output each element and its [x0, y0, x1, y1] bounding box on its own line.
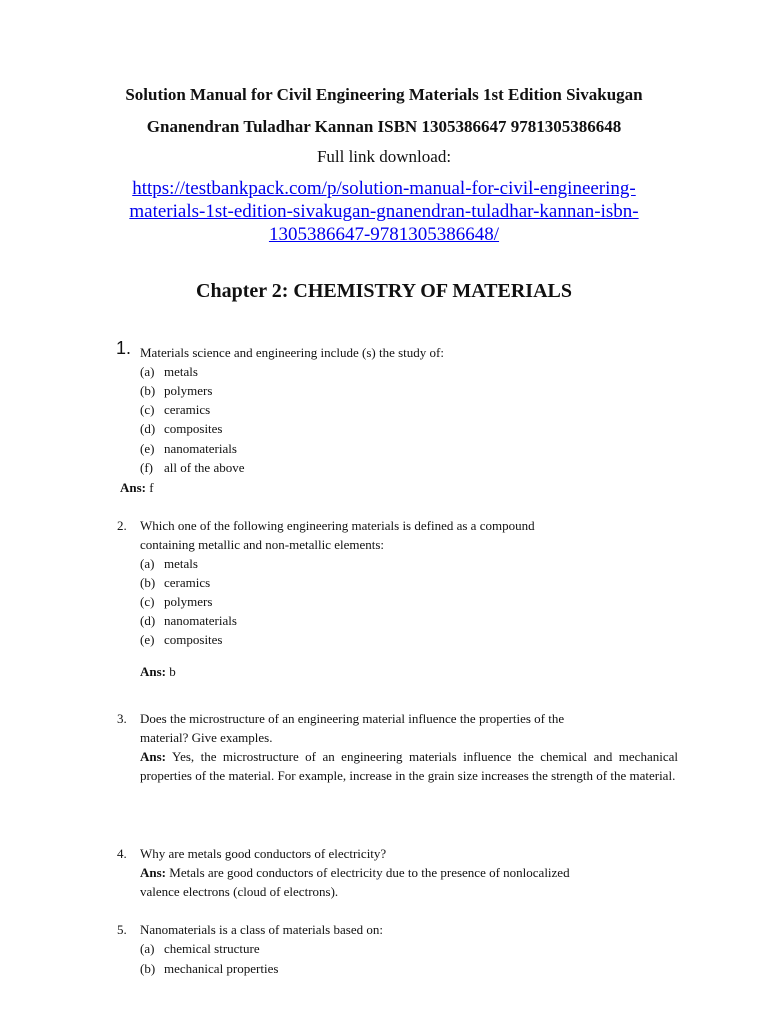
question-2-answer — [140, 662, 680, 681]
option-label: (f) — [140, 460, 153, 475]
question-2-option-e — [140, 630, 223, 649]
option-text: ceramics — [164, 402, 211, 417]
question-4-answer-line-1 — [140, 863, 680, 882]
question-5-number: 5. — [117, 922, 127, 937]
question-2-option-a — [140, 554, 198, 573]
question-1-option-b — [140, 381, 212, 400]
answer-text: f — [149, 480, 154, 495]
question-5-option-b — [140, 959, 278, 978]
option-label: (d) — [140, 613, 156, 628]
question-2-option-b — [140, 573, 210, 592]
question-3-text-line-1: Does the microstructure of an engineering material influence the properties of the — [140, 711, 565, 726]
option-label: (b) — [140, 961, 156, 976]
option-label: (b) — [140, 383, 156, 398]
answer-label: Ans: — [140, 865, 167, 880]
question-3-answer — [140, 747, 678, 785]
option-label: (a) — [140, 364, 155, 379]
option-label: (d) — [140, 421, 156, 436]
question-4-text: Why are metals good conductors of electricity? — [140, 846, 387, 861]
option-text: composites — [164, 632, 223, 647]
option-text: polymers — [164, 383, 213, 398]
question-1-option-f — [140, 458, 245, 477]
option-text: nanomaterials — [164, 613, 237, 628]
option-label: (a) — [140, 941, 155, 956]
option-text: mechanical properties — [164, 961, 279, 976]
document-title-line-1: Solution Manual for Civil Engineering Materials 1st Edition Sivakugan — [125, 85, 643, 104]
question-2-option-c — [140, 592, 212, 611]
question-3-text-line-2: material? Give examples. — [140, 730, 273, 745]
option-text: ceramics — [164, 575, 211, 590]
option-text: composites — [164, 421, 223, 436]
question-1-option-a — [140, 362, 198, 381]
question-2-number: 2. — [117, 518, 127, 533]
download-link-line-1[interactable]: https://testbankpack.com/p/solution-manual-for-civil-engineering- — [132, 178, 636, 199]
option-text: metals — [164, 556, 198, 571]
question-1-option-e — [140, 439, 237, 458]
document-title-line-2: Gnanendran Tuladhar Kannan ISBN 1305386647 9781305386648 — [146, 117, 622, 136]
question-2-text-line-1: Which one of the following engineering materials is defined as a compound — [140, 518, 535, 533]
option-text: all of the above — [164, 460, 245, 475]
download-link-line-3[interactable]: 1305386647-9781305386648/ — [268, 224, 500, 245]
option-text: nanomaterials — [164, 441, 237, 456]
option-text: polymers — [164, 594, 213, 609]
option-text: chemical structure — [164, 941, 260, 956]
question-1-option-c — [140, 400, 210, 419]
download-link-line-2[interactable]: materials-1st-edition-sivakugan-gnanendran-tuladhar-kannan-isbn- — [129, 201, 639, 222]
answer-label: Ans: — [140, 664, 167, 679]
answer-text: Yes, the microstructure of an engineering materials influence the chemical and mechanical properties of the material. For example, increase in the grain size increases the strength of the material. — [140, 749, 678, 783]
answer-label: Ans: — [120, 480, 147, 495]
option-label: (e) — [140, 632, 155, 647]
question-5-text: Nanomaterials is a class of materials based on: — [140, 922, 383, 937]
option-text: metals — [164, 364, 198, 379]
question-4-number: 4. — [117, 846, 127, 861]
chapter-title: Chapter 2: CHEMISTRY OF MATERIALS — [196, 280, 572, 302]
answer-text: b — [169, 664, 176, 679]
option-label: (b) — [140, 575, 156, 590]
question-3-number: 3. — [117, 711, 127, 726]
question-5-option-a — [140, 939, 260, 958]
option-label: (c) — [140, 594, 155, 609]
full-link-label: Full link download: — [316, 147, 452, 166]
option-label: (a) — [140, 556, 155, 571]
question-2-text-line-2: containing metallic and non-metallic elements: — [140, 537, 385, 552]
option-label: (e) — [140, 441, 155, 456]
question-1-text: Materials science and engineering include (s) the study of: — [140, 345, 444, 360]
option-label: (c) — [140, 402, 155, 417]
question-2-option-d — [140, 611, 237, 630]
question-1-option-d — [140, 419, 223, 438]
answer-label: Ans: — [140, 749, 167, 764]
question-4-answer-line-2: valence electrons (cloud of electrons). — [140, 884, 339, 899]
answer-text: Metals are good conductors of electricity due to the presence of nonlocalized — [169, 865, 570, 880]
question-1-answer — [120, 478, 660, 497]
question-1-number: 1. — [116, 338, 132, 358]
